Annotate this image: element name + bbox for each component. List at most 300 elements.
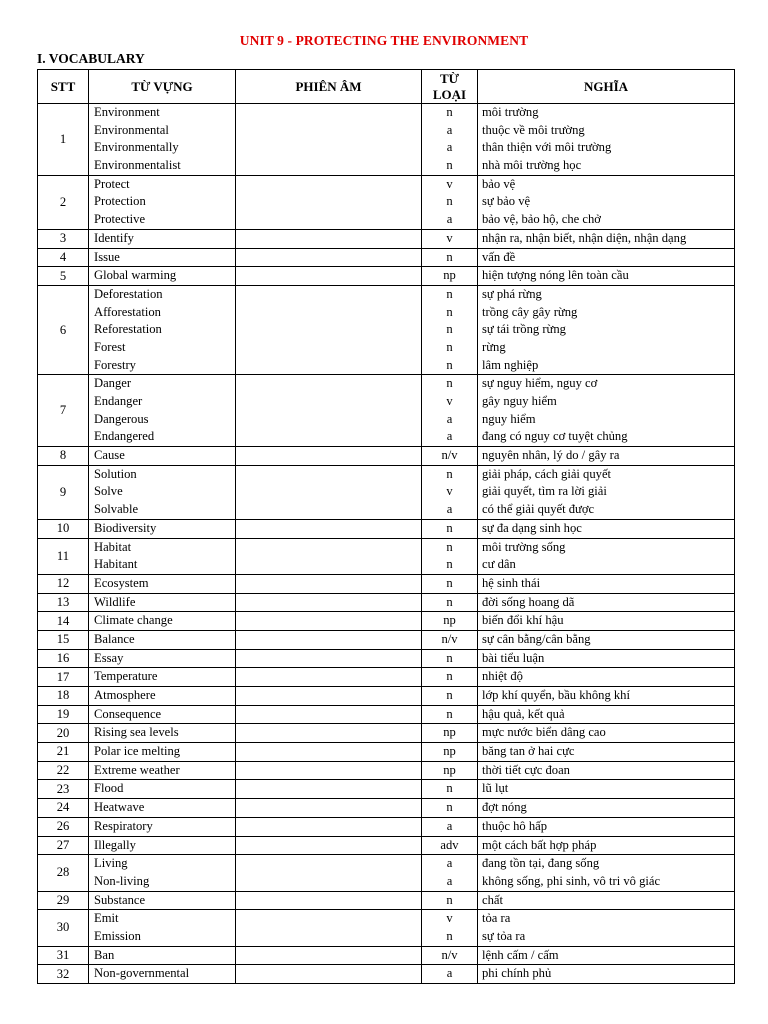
meaning-text: nhận ra, nhận biết, nhận diện, nhận dạng	[482, 230, 687, 245]
meaning-cell	[478, 574, 735, 593]
part-of-speech: a	[446, 411, 453, 426]
table-row	[38, 465, 735, 519]
row-number: 14	[38, 612, 89, 631]
meaning-cell	[478, 229, 735, 248]
part-of-speech: a	[446, 429, 453, 444]
part-of-speech: n	[446, 892, 453, 907]
meaning-text: sự bảo vệ	[482, 194, 531, 209]
vocab-word: Reforestation	[94, 322, 162, 337]
phonetic-cell	[236, 612, 422, 631]
row-number: 4	[38, 248, 89, 267]
meaning-text: gây nguy hiểm	[482, 394, 557, 408]
part-of-speech-cell	[422, 836, 478, 855]
vocab-word: Living	[94, 856, 128, 871]
phonetic-cell	[236, 465, 422, 519]
vocab-word: Protect	[94, 176, 130, 191]
vocab-word-cell	[89, 267, 236, 286]
meaning-text: giải pháp, cách giải quyết	[482, 466, 612, 481]
vocab-word: Consequence	[94, 706, 162, 721]
meaning-text: có thể giải quyết được	[482, 502, 595, 517]
row-number: 29	[38, 891, 89, 910]
part-of-speech: a	[446, 856, 453, 871]
phonetic-cell	[236, 229, 422, 248]
vocab-word-cell	[89, 375, 236, 447]
row-number: 1	[38, 104, 89, 176]
vocab-word: Environmentally	[94, 140, 179, 155]
part-of-speech: n/v	[441, 631, 458, 646]
header-phonetic: PHIÊN ÂM	[236, 70, 422, 104]
table-row	[38, 817, 735, 836]
meaning-cell	[478, 761, 735, 780]
meaning-text: hệ sinh thái	[482, 575, 541, 590]
phonetic-cell	[236, 375, 422, 447]
table-row	[38, 267, 735, 286]
meaning-cell	[478, 593, 735, 612]
part-of-speech: n	[446, 557, 453, 572]
meaning-cell	[478, 855, 735, 891]
row-number: 11	[38, 538, 89, 574]
part-of-speech-cell	[422, 630, 478, 649]
meaning-text: nhà môi trường học	[482, 158, 582, 173]
meaning-text: chất	[482, 892, 503, 907]
phonetic-cell	[236, 630, 422, 649]
meaning-cell	[478, 817, 735, 836]
part-of-speech: v	[446, 230, 453, 245]
phonetic-cell	[236, 687, 422, 706]
vocab-word-cell	[89, 799, 236, 818]
part-of-speech: n	[446, 286, 453, 301]
meaning-text: hậu quả, kết quả	[482, 706, 565, 721]
table-row	[38, 910, 735, 946]
meaning-text: phi chính phủ	[482, 966, 552, 981]
table-row	[38, 855, 735, 891]
meaning-text: đợt nóng	[482, 800, 527, 815]
part-of-speech: n	[446, 376, 453, 391]
meaning-text: thuộc về môi trường	[482, 122, 585, 137]
vocab-word-cell	[89, 465, 236, 519]
vocab-word: Habitant	[94, 557, 138, 572]
vocab-word: Flood	[94, 781, 124, 796]
vocab-word: Rising sea levels	[94, 725, 179, 740]
table-row	[38, 687, 735, 706]
vocab-word-cell	[89, 593, 236, 612]
part-of-speech-cell	[422, 855, 478, 891]
part-of-speech-cell	[422, 593, 478, 612]
meaning-text: bảo vệ	[482, 176, 516, 191]
header-meaning: NGHĨA	[478, 70, 735, 104]
table-row	[38, 175, 735, 229]
vocab-word-cell	[89, 285, 236, 374]
table-row	[38, 104, 735, 176]
vocab-word: Global warming	[94, 268, 177, 283]
part-of-speech-cell	[422, 612, 478, 631]
phonetic-cell	[236, 175, 422, 229]
part-of-speech-cell	[422, 229, 478, 248]
meaning-text: bảo vệ, bảo hộ, che chở	[482, 212, 601, 227]
part-of-speech: a	[446, 818, 453, 833]
meaning-cell	[478, 538, 735, 574]
table-row	[38, 743, 735, 762]
meaning-cell	[478, 267, 735, 286]
row-number: 5	[38, 267, 89, 286]
vocab-word: Forestry	[94, 357, 136, 372]
vocab-word: Solution	[94, 466, 137, 481]
part-of-speech: n	[446, 594, 453, 609]
meaning-cell	[478, 465, 735, 519]
vocab-word-cell	[89, 574, 236, 593]
vocab-word-cell	[89, 668, 236, 687]
meaning-cell	[478, 104, 735, 176]
row-number: 2	[38, 175, 89, 229]
meaning-text: sự nguy hiểm, nguy cơ	[482, 376, 598, 391]
meaning-cell	[478, 248, 735, 267]
meaning-cell	[478, 375, 735, 447]
part-of-speech: n	[446, 339, 453, 354]
meaning-text: bài tiểu luận	[482, 650, 545, 665]
row-number: 6	[38, 285, 89, 374]
phonetic-cell	[236, 519, 422, 538]
meaning-text: rừng	[482, 339, 506, 354]
part-of-speech: v	[446, 484, 453, 499]
header-part-of-speech	[422, 70, 478, 104]
vocabulary-table	[37, 69, 735, 984]
meaning-cell	[478, 447, 735, 466]
part-of-speech: a	[446, 966, 453, 981]
row-number: 7	[38, 375, 89, 447]
part-of-speech: n	[446, 105, 453, 119]
phonetic-cell	[236, 248, 422, 267]
vocab-word-cell	[89, 538, 236, 574]
part-of-speech: np	[443, 744, 456, 759]
meaning-cell	[478, 668, 735, 687]
part-of-speech-cell	[422, 780, 478, 799]
part-of-speech: a	[446, 873, 453, 888]
table-row	[38, 375, 735, 447]
header-word: TỪ VỰNG	[89, 70, 236, 104]
part-of-speech-cell	[422, 910, 478, 946]
table-row	[38, 538, 735, 574]
meaning-cell	[478, 910, 735, 946]
meaning-text: môi trường sống	[482, 539, 566, 554]
meaning-text: thân thiện với môi trường	[482, 140, 612, 155]
part-of-speech: n	[446, 304, 453, 319]
meaning-text: sự đa dạng sinh học	[482, 520, 582, 535]
vocab-word: Emit	[94, 911, 119, 926]
meaning-text: sự phá rừng	[482, 286, 542, 301]
vocab-word: Issue	[94, 249, 120, 264]
table-row	[38, 705, 735, 724]
row-number: 9	[38, 465, 89, 519]
vocab-word: Endanger	[94, 394, 143, 408]
part-of-speech: np	[443, 725, 456, 740]
part-of-speech: n	[446, 322, 453, 337]
phonetic-cell	[236, 855, 422, 891]
meaning-text: trồng cây gây rừng	[482, 304, 578, 319]
meaning-text: vấn đề	[482, 249, 516, 264]
vocab-word-cell	[89, 630, 236, 649]
vocab-word-cell	[89, 855, 236, 891]
phonetic-cell	[236, 649, 422, 668]
part-of-speech-cell	[422, 649, 478, 668]
part-of-speech: np	[443, 268, 456, 283]
table-row	[38, 965, 735, 984]
vocab-word-cell	[89, 817, 236, 836]
part-of-speech: n	[446, 800, 453, 815]
meaning-cell	[478, 519, 735, 538]
meaning-cell	[478, 705, 735, 724]
vocab-word-cell	[89, 910, 236, 946]
vocab-word: Protective	[94, 212, 146, 227]
vocab-word: Environmentalist	[94, 158, 181, 173]
row-number: 10	[38, 519, 89, 538]
part-of-speech: n	[446, 575, 453, 590]
vocab-word: Habitat	[94, 539, 132, 554]
vocab-word-cell	[89, 687, 236, 706]
part-of-speech: v	[446, 394, 453, 408]
meaning-text: đang tồn tại, đang sống	[482, 856, 600, 871]
meaning-cell	[478, 649, 735, 668]
meaning-cell	[478, 687, 735, 706]
part-of-speech-cell	[422, 267, 478, 286]
vocab-word-cell	[89, 946, 236, 965]
vocab-word: Dangerous	[94, 411, 149, 426]
row-number: 13	[38, 593, 89, 612]
row-number: 32	[38, 965, 89, 984]
table-row	[38, 799, 735, 818]
part-of-speech: a	[446, 212, 453, 227]
part-of-speech: np	[443, 613, 456, 628]
document-title: UNIT 9 - PROTECTING THE ENVIRONMENT	[239, 33, 529, 48]
vocab-word: Deforestation	[94, 286, 163, 301]
meaning-cell	[478, 630, 735, 649]
meaning-text: mực nước biển dâng cao	[482, 725, 606, 740]
table-row	[38, 248, 735, 267]
vocab-word: Polar ice melting	[94, 744, 181, 759]
meaning-text: lũ lụt	[482, 781, 509, 796]
vocab-word: Biodiversity	[94, 520, 157, 535]
part-of-speech: n	[446, 669, 453, 684]
row-number: 31	[38, 946, 89, 965]
part-of-speech-cell	[422, 447, 478, 466]
phonetic-cell	[236, 593, 422, 612]
part-of-speech: n	[446, 650, 453, 665]
meaning-text: sự tái trồng rừng	[482, 322, 566, 337]
phonetic-cell	[236, 965, 422, 984]
vocab-word: Essay	[94, 650, 124, 665]
part-of-speech: n	[446, 158, 453, 173]
table-header-row	[38, 70, 735, 104]
header-stt: STT	[38, 70, 89, 104]
part-of-speech: a	[446, 502, 453, 517]
meaning-cell	[478, 965, 735, 984]
part-of-speech: n/v	[441, 448, 458, 463]
table-body	[38, 104, 735, 984]
vocab-word: Non-living	[94, 873, 150, 888]
table-row	[38, 574, 735, 593]
vocab-word-cell	[89, 519, 236, 538]
row-number: 23	[38, 780, 89, 799]
vocab-word-cell	[89, 965, 236, 984]
part-of-speech-cell	[422, 668, 478, 687]
phonetic-cell	[236, 705, 422, 724]
table-row	[38, 593, 735, 612]
vocab-word: Identify	[94, 230, 134, 245]
part-of-speech: n	[446, 520, 453, 535]
table-row	[38, 447, 735, 466]
meaning-cell	[478, 946, 735, 965]
row-number: 3	[38, 229, 89, 248]
phonetic-cell	[236, 267, 422, 286]
part-of-speech-cell	[422, 743, 478, 762]
meaning-text: nguyên nhân, lý do / gây ra	[482, 448, 620, 463]
table-row	[38, 780, 735, 799]
meaning-text: không sống, phi sinh, vô tri vô giác	[482, 873, 661, 888]
meaning-text: hiện tượng nóng lên toàn cầu	[482, 268, 629, 283]
row-number: 21	[38, 743, 89, 762]
part-of-speech-cell	[422, 248, 478, 267]
meaning-text: một cách bất hợp pháp	[482, 837, 597, 852]
part-of-speech-cell	[422, 946, 478, 965]
part-of-speech: v	[446, 176, 453, 191]
vocab-word-cell	[89, 447, 236, 466]
vocab-word-cell	[89, 836, 236, 855]
vocab-word: Protection	[94, 194, 146, 209]
table-row	[38, 519, 735, 538]
part-of-speech-cell	[422, 574, 478, 593]
meaning-cell	[478, 891, 735, 910]
meaning-text: lệnh cấm / cấm	[482, 947, 559, 962]
vocab-word-cell	[89, 891, 236, 910]
vocab-word-cell	[89, 612, 236, 631]
header-pos-line2: LOẠI	[432, 86, 467, 102]
header-pos-line1: TỪ	[439, 70, 460, 86]
row-number: 30	[38, 910, 89, 946]
part-of-speech: n	[446, 706, 453, 721]
vocab-word: Respiratory	[94, 818, 153, 833]
part-of-speech-cell	[422, 465, 478, 519]
phonetic-cell	[236, 104, 422, 176]
vocab-word-cell	[89, 724, 236, 743]
vocab-word: Endangered	[94, 429, 155, 444]
row-number: 20	[38, 724, 89, 743]
phonetic-cell	[236, 743, 422, 762]
part-of-speech: n	[446, 539, 453, 554]
table-row	[38, 761, 735, 780]
meaning-cell	[478, 724, 735, 743]
table-row	[38, 285, 735, 374]
part-of-speech: n	[446, 781, 453, 796]
part-of-speech-cell	[422, 175, 478, 229]
row-number: 27	[38, 836, 89, 855]
phonetic-cell	[236, 447, 422, 466]
phonetic-cell	[236, 780, 422, 799]
vocab-word-cell	[89, 248, 236, 267]
row-number: 12	[38, 574, 89, 593]
vocab-word: Afforestation	[94, 304, 161, 319]
vocab-word: Temperature	[94, 669, 158, 684]
row-number: 8	[38, 447, 89, 466]
vocab-word-cell	[89, 229, 236, 248]
row-number: 18	[38, 687, 89, 706]
part-of-speech-cell	[422, 104, 478, 176]
meaning-text: biến đổi khí hậu	[482, 613, 564, 628]
part-of-speech: n	[446, 928, 453, 943]
part-of-speech-cell	[422, 538, 478, 574]
table-row	[38, 630, 735, 649]
meaning-cell	[478, 780, 735, 799]
meaning-text: băng tan ở hai cực	[482, 744, 575, 759]
meaning-text: giải quyết, tìm ra lời giải	[482, 484, 607, 499]
vocab-word: Ecosystem	[94, 575, 149, 590]
meaning-text: thời tiết cực đoan	[482, 762, 570, 777]
meaning-text: lớp khí quyển, bầu không khí	[482, 688, 630, 702]
phonetic-cell	[236, 724, 422, 743]
part-of-speech-cell	[422, 891, 478, 910]
part-of-speech-cell	[422, 375, 478, 447]
vocab-word-cell	[89, 705, 236, 724]
part-of-speech-cell	[422, 965, 478, 984]
vocab-word: Wildlife	[94, 594, 136, 609]
row-number: 17	[38, 668, 89, 687]
phonetic-cell	[236, 836, 422, 855]
vocab-word: Danger	[94, 376, 132, 391]
part-of-speech: n	[446, 194, 453, 209]
part-of-speech-cell	[422, 799, 478, 818]
row-number: 24	[38, 799, 89, 818]
vocab-word: Cause	[94, 448, 125, 463]
part-of-speech-cell	[422, 705, 478, 724]
vocab-word-cell	[89, 743, 236, 762]
vocab-word: Environmental	[94, 122, 169, 137]
meaning-cell	[478, 612, 735, 631]
meaning-text: cư dân	[482, 557, 516, 572]
vocab-word: Balance	[94, 631, 135, 646]
table-row	[38, 612, 735, 631]
meaning-cell	[478, 175, 735, 229]
table-row	[38, 836, 735, 855]
meaning-text: đang có nguy cơ tuyệt chủng	[482, 429, 628, 444]
row-number: 26	[38, 817, 89, 836]
part-of-speech: a	[446, 140, 453, 155]
phonetic-cell	[236, 574, 422, 593]
row-number: 16	[38, 649, 89, 668]
table-row	[38, 229, 735, 248]
meaning-cell	[478, 285, 735, 374]
table-row	[38, 649, 735, 668]
phonetic-cell	[236, 538, 422, 574]
meaning-text: môi trường	[482, 105, 539, 119]
part-of-speech: np	[443, 762, 456, 777]
part-of-speech: n	[446, 466, 453, 481]
row-number: 28	[38, 855, 89, 891]
section-heading: I. VOCABULARY	[37, 51, 145, 66]
part-of-speech: n	[446, 249, 453, 264]
vocab-word: Ban	[94, 947, 115, 962]
vocab-word: Substance	[94, 892, 146, 907]
phonetic-cell	[236, 817, 422, 836]
meaning-cell	[478, 836, 735, 855]
meaning-cell	[478, 799, 735, 818]
part-of-speech: n/v	[441, 947, 458, 962]
vocab-word-cell	[89, 761, 236, 780]
table-row	[38, 946, 735, 965]
meaning-text: nhiệt độ	[482, 669, 523, 684]
vocab-word: Heatwave	[94, 800, 145, 815]
meaning-text: đời sống hoang dã	[482, 594, 575, 609]
phonetic-cell	[236, 891, 422, 910]
part-of-speech-cell	[422, 687, 478, 706]
meaning-text: sự cân bằng/cân bằng	[482, 631, 591, 646]
